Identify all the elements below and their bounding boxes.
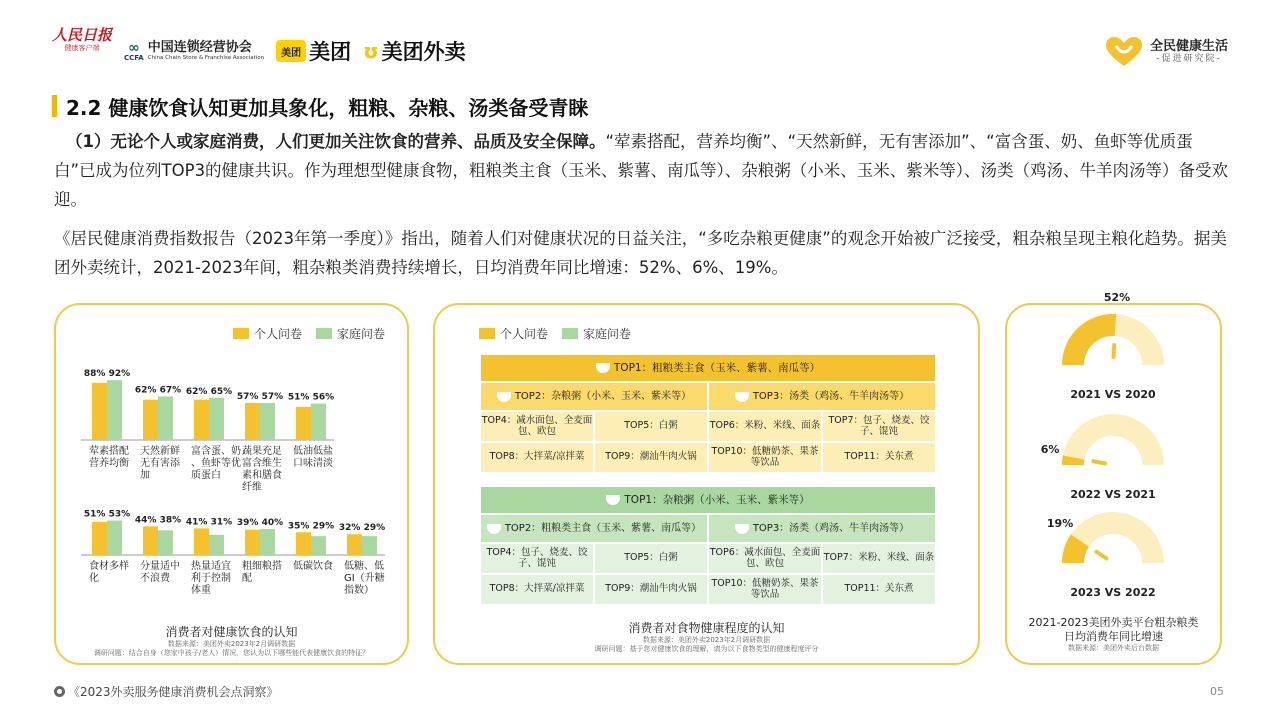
bar-family-5 <box>107 521 122 555</box>
personal-top6: TOP6：米粉、米线、面条 <box>709 412 821 441</box>
bar-personal-1 <box>143 400 158 440</box>
family-top11: TOP11：关东煮 <box>823 575 935 604</box>
gauge-fill-2 <box>1073 541 1080 563</box>
family-top5: TOP5：白粥 <box>595 544 707 573</box>
bar-category-label: 低油低盐 <box>293 446 333 457</box>
gauge-fill-0 <box>1073 325 1116 365</box>
bowl-icon <box>487 524 501 534</box>
bar-family-4 <box>311 404 326 440</box>
family-top8: TOP8：大拌菜/凉拌菜 <box>481 575 593 604</box>
bar-category-label: 热量适宜 <box>191 561 231 572</box>
page-title: 2.2 健康饮食认知更加具象化，粗粮、杂粮、汤类备受青睐 <box>66 95 589 120</box>
family-top10: TOP10：低糖奶茶、果茶等饮品 <box>709 575 821 604</box>
table-legend-family <box>562 325 631 342</box>
bar-category-label: 化 <box>89 573 99 584</box>
bar-category-label: 低碳饮食 <box>293 561 333 572</box>
gauge-track-1 <box>1073 425 1153 465</box>
bar-chart-title: 消费者对健康饮食的认知 <box>165 625 298 639</box>
meituan-waimai-logo <box>363 36 465 66</box>
table-legend-personal-label: 个人问卷 <box>500 327 549 341</box>
family-top2: TOP2：粗粮类主食（玉米、紫薯、南瓜等） <box>481 515 707 542</box>
bar-category-label: 口味清淡 <box>293 458 333 469</box>
bar-value-label: 35% 29% <box>287 521 335 532</box>
bar-category-label: 富含蛋、奶 <box>191 446 241 457</box>
gauge-category-label-2: 2023 VS 2022 <box>1070 586 1156 599</box>
bar-category-label: 利于控制 <box>191 573 231 584</box>
bar-value-label: 51% 53% <box>83 509 131 520</box>
bar-value-label: 44% 38% <box>134 515 182 526</box>
family-ranking <box>481 487 935 606</box>
family-top6: TOP6：减水面包、全麦面包、欧包 <box>709 544 821 573</box>
bar-category-label: 纤维 <box>242 482 262 493</box>
personal-top4: TOP4：减水面包、全麦面包、欧包 <box>481 412 593 441</box>
title-accent-bar <box>52 95 57 117</box>
bar-category-label: 无有害添 <box>140 458 180 469</box>
bar-personal-3 <box>245 403 260 440</box>
bar-family-9 <box>311 536 326 555</box>
bar-family-3 <box>260 403 275 440</box>
personal-top11: TOP11：关东煮 <box>823 443 935 472</box>
bar-chart-svg <box>56 305 407 605</box>
bar-family-0 <box>107 380 122 440</box>
ranking-table-panel <box>433 303 980 665</box>
bar-personal-2 <box>194 400 209 440</box>
meituan-logo <box>276 36 351 66</box>
kangaroo-icon: ʊ <box>363 39 379 63</box>
personal-ranking <box>481 355 935 474</box>
table-caption <box>435 619 978 654</box>
bar-category-label: 粗细粮搭 <box>242 561 282 572</box>
family-top4: TOP4：包子、烧麦、饺子、馄饨 <box>481 544 593 573</box>
bowl-icon <box>606 495 620 505</box>
legend-family-label: 家庭问卷 <box>336 327 385 341</box>
bar-value-label: 57% 57% <box>236 391 284 402</box>
bar-category-label: 营养均衡 <box>89 458 129 469</box>
table-legend <box>479 325 631 342</box>
section-title <box>52 93 588 119</box>
bar-category-label: 体重 <box>191 585 211 596</box>
bowl-icon <box>497 392 511 402</box>
footer-source <box>54 683 279 700</box>
rmrb-logo-sub: 健康客户端 <box>64 44 100 52</box>
table-source: 数据来源：美团外卖2023年2月调研数据 <box>642 636 771 644</box>
bar-personal-0 <box>92 383 107 440</box>
paragraph-2: 《居民健康消费指数报告（2023年第一季度）》指出，随着人们对健康状况的日益关注，“多吃杂粮更健康”的观念开始被广泛接受，粗杂粮呈现主粮化趋势。据美团外卖统计，2021-2023年间，粗杂粮类消费持续增长，日均消费年同比增速：52%、6%、19%。 <box>54 229 1227 277</box>
personal-top9: TOP9：潮汕牛肉火锅 <box>595 443 707 472</box>
gauge-title-line1: 2021-2023美团外卖平台粗杂粮类 <box>1028 616 1199 629</box>
bar-category-label: 蔬果充足 <box>242 446 282 457</box>
family-top3: TOP3：汤类（鸡汤、牛羊肉汤等） <box>709 515 935 542</box>
bar-family-8 <box>260 529 275 555</box>
bar-value-label: 62% 67% <box>134 385 182 396</box>
rmrb-logo <box>52 28 112 74</box>
bar-category-label: 天然新鲜 <box>140 446 180 457</box>
paragraph-1-rest: “荤素搭配，营养均衡”、“天然新鲜，无有害添加”、“富含蛋、奶、鱼虾等优质蛋白”已成为位列TOP3的健康共识。作为理想型健康食物，粗粮类主食（玉米、紫薯、南瓜等）、杂粮粥（小米、玉米、紫米等）、汤类（鸡汤、牛羊肉汤等）备受欢迎。 <box>54 132 1229 209</box>
bar-value-label: 88% 92% <box>83 369 131 380</box>
legend-personal-label: 个人问卷 <box>253 327 302 341</box>
family-top7: TOP7：米粉、米线、面条 <box>823 544 935 573</box>
bar-family-7 <box>209 535 224 555</box>
gauge-needle-2 <box>1096 552 1106 559</box>
bar-category-label: 指数） <box>344 585 374 596</box>
bar-chart-panel <box>54 303 409 665</box>
bar-chart-caption <box>56 623 407 658</box>
bar-category-label: 低糖、低 <box>344 561 384 572</box>
gauge-value-label-0: 52% <box>1103 291 1131 305</box>
health-institute-sub: -促进研究院- <box>1156 54 1222 65</box>
bar-personal-4 <box>296 407 311 440</box>
ccfa-abbr: CCFA <box>124 53 144 62</box>
gauge-value-label-1: 6% <box>1040 443 1060 457</box>
personal-top10: TOP10：低糖奶茶、果茶等饮品 <box>709 443 821 472</box>
page-number: 05 <box>1210 685 1224 698</box>
gauge-needle-1 <box>1093 461 1105 463</box>
gauge-track-2 <box>1073 523 1153 563</box>
bar-value-label: 41% 31% <box>185 517 233 528</box>
bar-family-1 <box>158 396 173 440</box>
bar-personal-7 <box>194 528 209 555</box>
bowl-icon <box>596 363 610 373</box>
gauge-value-label-2: 19% <box>1046 517 1074 531</box>
bullet-icon <box>54 686 65 697</box>
gauge-title-line2: 日均消费年同比增速 <box>1064 629 1163 643</box>
bar-chart-source: 数据来源：美团外卖2023年2月调研数据 <box>167 640 296 648</box>
personal-top1: TOP1：粗粮类主食（玉米、紫薯、南瓜等） <box>481 355 935 381</box>
personal-top7: TOP7：包子、烧麦、饺子、馄饨 <box>823 412 935 441</box>
bar-category-label: 素和膳食 <box>242 470 282 481</box>
paragraph-1 <box>54 127 1230 214</box>
heart-icon <box>1104 36 1144 68</box>
gauge-needle-0 <box>1114 345 1115 357</box>
bar-category-label: 富含维生 <box>242 458 282 469</box>
meituan-badge: 美团 <box>276 40 306 62</box>
bar-personal-10 <box>347 534 362 555</box>
bar-chart-question: 调研问题：结合自身（您家中孩子/老人）情况，您认为以下哪些能代表健康饮食的特征？ <box>93 649 370 658</box>
family-top9: TOP9：潮汕牛肉火锅 <box>595 575 707 604</box>
table-question: 调研问题：基于您对健康饮食的理解，请为以下食物类型的健康程度评分 <box>594 645 819 654</box>
bar-personal-8 <box>245 530 260 555</box>
bar-value-label: 62% 65% <box>185 386 233 397</box>
health-institute-logo <box>1104 36 1228 68</box>
bar-category-label: 食材多样 <box>89 561 129 572</box>
ccfa-logo <box>124 41 264 62</box>
family-top1: TOP1：杂粮粥（小米、玉米、紫米等） <box>481 487 935 513</box>
bar-category-label: 配 <box>242 573 252 584</box>
table-legend-family-label: 家庭问卷 <box>583 327 632 341</box>
health-institute-name: 全民健康生活 <box>1149 38 1228 54</box>
gauge-source: 数据来源：美团外卖后台数据 <box>1068 643 1159 652</box>
gauge-category-label-1: 2022 VS 2021 <box>1070 488 1156 501</box>
bar-category-label: 荤素搭配 <box>89 446 129 457</box>
bar-category-label: GI（升糖 <box>344 573 385 584</box>
bar-personal-6 <box>143 526 158 555</box>
ccfa-name: 中国连锁经营协会 <box>147 39 252 55</box>
personal-top5: TOP5：白粥 <box>595 412 707 441</box>
personal-top8: TOP8：大拌菜/凉拌菜 <box>481 443 593 472</box>
bar-category-label: 质蛋白 <box>191 470 221 481</box>
gauge-fill-1 <box>1073 458 1074 465</box>
bar-value-label: 51% 56% <box>287 392 335 403</box>
personal-top2: TOP2：杂粮粥（小米、玉米、紫米等） <box>481 383 707 410</box>
bowl-icon <box>735 524 749 534</box>
gauge-caption <box>1007 616 1220 653</box>
gauge-chart-svg <box>1007 291 1220 610</box>
bar-category-label: 、鱼虾等优 <box>191 458 241 469</box>
bar-personal-9 <box>296 532 311 555</box>
header-logos <box>52 26 466 68</box>
bar-value-label: 32% 29% <box>338 523 386 534</box>
meituan-text: 美团 <box>309 40 352 64</box>
bowl-icon <box>735 392 749 402</box>
ccfa-name-en: China Chain Store & Franchise Association <box>147 55 265 62</box>
personal-top3: TOP3：汤类（鸡汤、牛羊肉汤等） <box>709 383 935 410</box>
rmrb-logo-text: 人民日报 <box>52 26 113 44</box>
bar-category-label: 分量适中 <box>140 561 180 572</box>
bar-value-label: 39% 40% <box>236 518 284 528</box>
gauge-panel <box>1005 291 1222 665</box>
table-legend-personal <box>479 325 548 342</box>
bar-family-6 <box>158 530 173 555</box>
bar-category-label: 加 <box>140 470 150 481</box>
footer-source-title: 《2023外卖服务健康消费机会点洞察》 <box>68 685 279 699</box>
paragraph-1-bold: （1）无论个人或家庭消费，人们更加关注饮食的营养、品质及安全保障。 <box>66 132 606 151</box>
bar-family-2 <box>209 398 224 440</box>
gauge-category-label-0: 2021 VS 2020 <box>1070 388 1156 401</box>
meituan-waimai-text: 美团外卖 <box>381 40 466 64</box>
table-title: 消费者对食物健康程度的认知 <box>628 621 785 635</box>
bar-personal-5 <box>92 522 107 555</box>
bar-family-10 <box>362 536 377 555</box>
bar-category-label: 不浪费 <box>140 573 170 584</box>
ccfa-mark-icon: ∞ CCFA <box>124 39 144 62</box>
